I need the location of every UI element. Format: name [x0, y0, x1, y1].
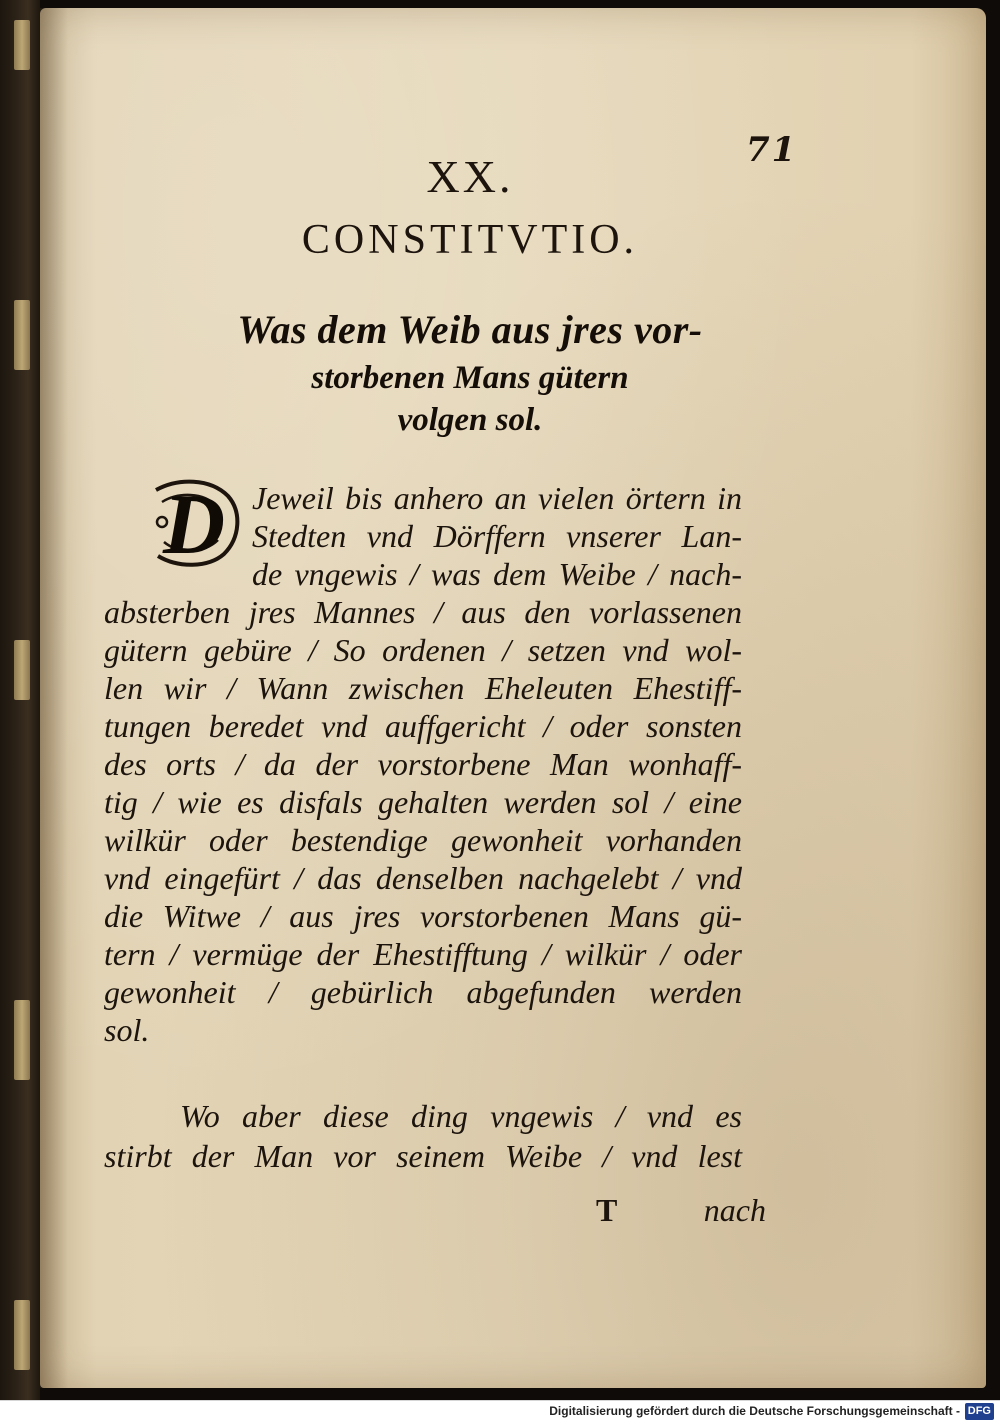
binding-band	[14, 640, 30, 700]
binding-band	[14, 1300, 30, 1370]
catchword: nach	[703, 1192, 766, 1228]
funding-credit: Digitalisierung gefördert durch die Deutsche Forschungsgemeinschaft -	[549, 1404, 960, 1418]
constitution-number: XX.	[426, 151, 514, 202]
body-line: vnd eingefürt / das denselben nachgelebt / vnd	[104, 860, 742, 896]
page-number: 71	[746, 130, 798, 170]
footer-divider	[0, 1400, 1000, 1401]
binding-band	[14, 300, 30, 370]
body-line: Jeweil bis anhero an vielen örtern in	[252, 480, 742, 516]
book-page	[40, 8, 986, 1388]
gutter-shadow	[40, 8, 68, 1388]
body-line: stirbt der Man vor seinem Weibe / vnd lest	[104, 1138, 742, 1174]
title-line: Was dem Weib aus jres vor-	[237, 307, 703, 352]
body-line: len wir / Wann zwischen Eheleuten Ehestiff-	[104, 670, 742, 706]
title-line: volgen sol.	[397, 402, 543, 438]
body-line: absterben jres Mannes / aus den vorlassenen	[104, 594, 742, 630]
digitization-footer	[0, 1400, 1000, 1425]
drop-cap: D	[162, 476, 226, 572]
dfg-logo: DFG	[965, 1403, 994, 1420]
book-binding	[0, 0, 40, 1400]
body-line: Stedten vnd Dörffern vnserer Lan-	[252, 518, 742, 554]
body-line: die Witwe / aus jres vorstorbenen Mans gü-	[104, 898, 742, 934]
body-line: Wo aber diese ding vngewis / vnd es	[180, 1098, 742, 1134]
body-line: gütern gebüre / So ordenen / setzen vnd wol-	[104, 632, 742, 668]
body-line: de vngewis / was dem Weibe / nach-	[252, 556, 742, 592]
page-footer-marks	[596, 1192, 766, 1232]
body-line: wilkür oder bestendige gewonheit vorhanden	[104, 822, 742, 858]
body-line: gewonheit / gebürlich abgefunden werden	[104, 974, 742, 1010]
body-line: sol.	[104, 1012, 150, 1048]
constitution-heading: CONSTITVTIO.	[301, 217, 639, 263]
body-line: tungen beredet vnd auffgericht / oder sonsten	[104, 708, 742, 744]
body-line: tig / wie es disfals gehalten werden sol / eine	[104, 784, 742, 820]
signature-mark: T	[596, 1192, 618, 1228]
binding-band	[14, 1000, 30, 1080]
title-line: storbenen Mans gütern	[311, 360, 629, 396]
body-line: tern / vermüge der Ehestifftung / wilkür / oder	[104, 936, 742, 972]
body-line: des orts / da der vorstorbene Man wonhaff-	[104, 746, 742, 782]
binding-band	[14, 20, 30, 70]
